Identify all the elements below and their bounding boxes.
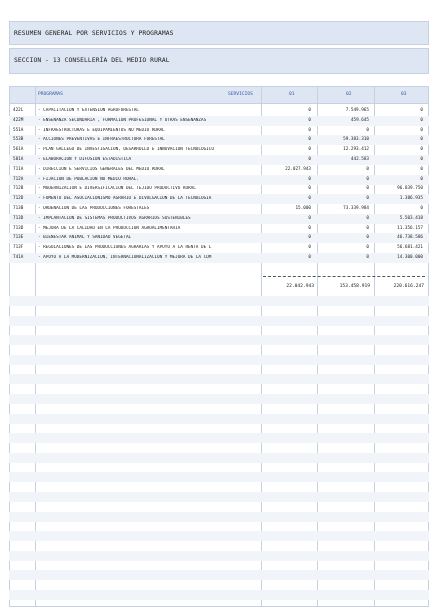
row-value-02: 0 (366, 176, 369, 182)
row-value-01: 0 (308, 245, 311, 251)
row-value-01: 15.000 (295, 206, 311, 211)
empty-row (9, 521, 429, 531)
row-value-03: 96.839.750 (397, 186, 423, 192)
row-value-01: 0 (308, 176, 311, 182)
table-row (9, 175, 429, 185)
empty-row (9, 570, 429, 580)
row-code: 422L (13, 108, 24, 113)
empty-row (9, 512, 429, 522)
empty-row (9, 561, 429, 571)
row-description: - BIENESTAR ANIMAL Y SANIDAD VEGETAL (38, 235, 132, 241)
row-value-02: 0 (366, 245, 369, 251)
table-row (9, 194, 429, 204)
empty-row (9, 541, 429, 551)
row-code: 581A (13, 157, 24, 162)
table-row (9, 253, 429, 263)
row-code: 712A (13, 176, 24, 182)
row-value-03: 46.738.586 (397, 235, 423, 241)
row-description: - ELABORACIÓN Y DIFUSIÓN ESTADÍSTICA (38, 157, 132, 162)
empty-row (9, 374, 429, 384)
row-value-03: 0 (420, 166, 423, 172)
row-description: - ENSEÑANZA SECUNDARIA , FORMACIÓN PROFESIONAL Y OTRAS ENSEÑANZAS (38, 117, 207, 123)
empty-row (9, 345, 429, 355)
row-value-02: 0 (366, 127, 369, 133)
empty-row (9, 482, 429, 492)
row-value-01: 0 (308, 196, 311, 202)
empty-row (9, 580, 429, 590)
row-description: - MEJORA DE LA CALIDAD EN LA PRODUCCIÓN AGROALIMENTARIA (38, 225, 181, 231)
row-value-03: 0 (420, 157, 423, 162)
row-value-01: 0 (308, 225, 311, 231)
row-code: 713B (13, 206, 24, 211)
empty-row (9, 453, 429, 463)
empty-row (9, 600, 429, 610)
empty-row (9, 296, 429, 306)
totals-separator (263, 276, 425, 277)
row-value-02: 442.583 (350, 157, 369, 162)
row-description: - IMPLANTACIÓN DE SISTEMAS PRODUCTIVOS AGRARIOS SOSTENIBLES (38, 215, 191, 221)
row-code: 422M (13, 117, 24, 123)
row-value-02: 12.293.412 (343, 147, 369, 153)
table-row (9, 233, 429, 243)
table-row (9, 243, 429, 253)
row-code: 553B (13, 137, 24, 143)
column-header-02: 02 (346, 92, 352, 97)
table-row (9, 116, 429, 126)
total-01: 22.042.943 (286, 284, 314, 289)
empty-row (9, 502, 429, 512)
row-value-03: 11.356.157 (397, 225, 423, 231)
section-title: SECCION - 13 CONSELLERÍA DEL MEDIO RURAL (14, 57, 170, 64)
row-value-03: 1.386.935 (399, 196, 423, 202)
table-row (9, 224, 429, 234)
table-row (9, 126, 429, 136)
row-description: - ACCIONES PREVENTIVAS E INFRAESTRUCTURA FORESTAL (38, 137, 165, 143)
column-header-programas: PROGRAMAS (38, 92, 63, 97)
row-code: 551A (13, 127, 24, 133)
row-value-03: 0 (420, 206, 423, 211)
table-row (9, 184, 429, 194)
column-header-01: 01 (289, 92, 295, 97)
empty-row (9, 414, 429, 424)
empty-row (9, 443, 429, 453)
row-value-01: 0 (308, 186, 311, 192)
row-value-03: 0 (420, 117, 423, 123)
row-value-02: 7.549.965 (345, 108, 369, 113)
column-header-bar (9, 86, 429, 104)
row-value-02: 0 (366, 186, 369, 192)
report-title-bar (9, 21, 429, 45)
row-code: 713E (13, 235, 24, 241)
row-description: - DIRECCIÓN E SERVICIOS GENERALES DEL MEDIO RURAL (38, 166, 165, 172)
empty-row (9, 531, 429, 541)
row-value-02: 0 (366, 166, 369, 172)
row-value-03: 0 (420, 127, 423, 133)
row-value-01: 0 (308, 235, 311, 241)
empty-row (9, 325, 429, 335)
empty-row (9, 423, 429, 433)
empty-row (9, 365, 429, 375)
row-description: - FIJACIÓN DE POBLACIÓN NO MEDIO RURAL. (38, 176, 139, 182)
row-code: 741A (13, 255, 24, 260)
row-code: 712B (13, 186, 24, 192)
row-code: 712D (13, 196, 24, 202)
row-description: - MODERNIZACIÓN E DIVERSIFICACIÓN DEL TEJIDO PRODUCTIVO RURAL (38, 186, 196, 192)
empty-row (9, 335, 429, 345)
row-code: 561A (13, 147, 24, 153)
empty-row (9, 394, 429, 404)
empty-row (9, 551, 429, 561)
column-header-servicios: SERVICIOS (228, 92, 253, 97)
section-title-bar (9, 48, 429, 74)
empty-row (9, 590, 429, 600)
row-value-01: 0 (308, 255, 311, 260)
empty-row (9, 316, 429, 326)
table-row (9, 145, 429, 155)
row-value-01: 0 (308, 157, 311, 162)
row-description: - INFRAESTRUCTURAS E EQUIPAMIENTOS NO MEDIO RURAL (38, 127, 165, 133)
table-row (9, 214, 429, 224)
empty-row (9, 404, 429, 414)
report-title: RESUMEN GENERAL POR SERVICIOS Y PROGRAMAS (14, 30, 174, 37)
row-value-03: 0 (420, 108, 423, 113)
table-row (9, 155, 429, 165)
empty-row (9, 306, 429, 316)
row-code: 713F (13, 245, 24, 251)
row-value-02: 0 (366, 196, 369, 202)
row-value-02: 59.383.310 (343, 137, 369, 143)
empty-row (9, 384, 429, 394)
row-value-01: 0 (308, 147, 311, 153)
row-value-01: 0 (308, 127, 311, 133)
row-value-02: 0 (366, 215, 369, 221)
row-value-03: 5.503.418 (399, 215, 423, 221)
row-value-01: 0 (308, 137, 311, 143)
row-description: - ORDENACIÓN DE LAS PRODUCCIONES FORESTALES (38, 206, 150, 211)
row-code: 711A (13, 166, 24, 172)
row-description: - REGULACIONES DE LAS PRODUCCIONES AGRARIAS Y APOYO A LA RENTA DE L (38, 245, 212, 251)
total-03: 220.616.247 (393, 284, 424, 289)
table-row (9, 106, 429, 116)
empty-row (9, 355, 429, 365)
row-value-01: 0 (308, 117, 311, 123)
table-row (9, 204, 429, 214)
table-row (9, 165, 429, 175)
row-value-03: 0 (420, 137, 423, 143)
row-value-01: 0 (308, 215, 311, 221)
row-description: - FOMENTO DEL ASOCIACIONISMO AGRARIO E DIVULGACIÓN DE LA TECNOLOGÍA (38, 196, 212, 202)
row-value-03: 14.300.000 (397, 255, 423, 260)
row-description: - APOYO A LA MODERNIZACIÓN, INTERNACIONALIZACIÓN Y MEJORA DE LA COM (38, 255, 212, 260)
row-value-02: 0 (366, 225, 369, 231)
row-code: 713D (13, 215, 24, 221)
empty-row (9, 433, 429, 443)
empty-row (9, 472, 429, 482)
row-description: - PLAN GALLEGO DE INVESTIGACIÓN, DESARROLLO E INNOVACIÓN TECNOLÓGICO (38, 147, 214, 153)
empty-row (9, 492, 429, 502)
row-code: 713D (13, 225, 24, 231)
row-value-03: 0 (420, 147, 423, 153)
row-value-02: 0 (366, 235, 369, 241)
row-value-02: 73.339.984 (343, 206, 369, 211)
row-value-02: 0 (366, 255, 369, 260)
row-value-01: 22.027.943 (285, 166, 311, 172)
table-row (9, 135, 429, 145)
row-value-03: 56.681.421 (397, 245, 423, 251)
column-header-03: 03 (401, 92, 407, 97)
row-value-01: 0 (308, 108, 311, 113)
empty-row (9, 463, 429, 473)
row-description: - CAPACITACIÓN Y EXTENSIÓN AGROFORESTAL (38, 108, 139, 113)
row-value-03: 0 (420, 176, 423, 182)
row-value-02: 459.645 (350, 117, 369, 123)
total-02: 153.458.919 (339, 284, 370, 289)
